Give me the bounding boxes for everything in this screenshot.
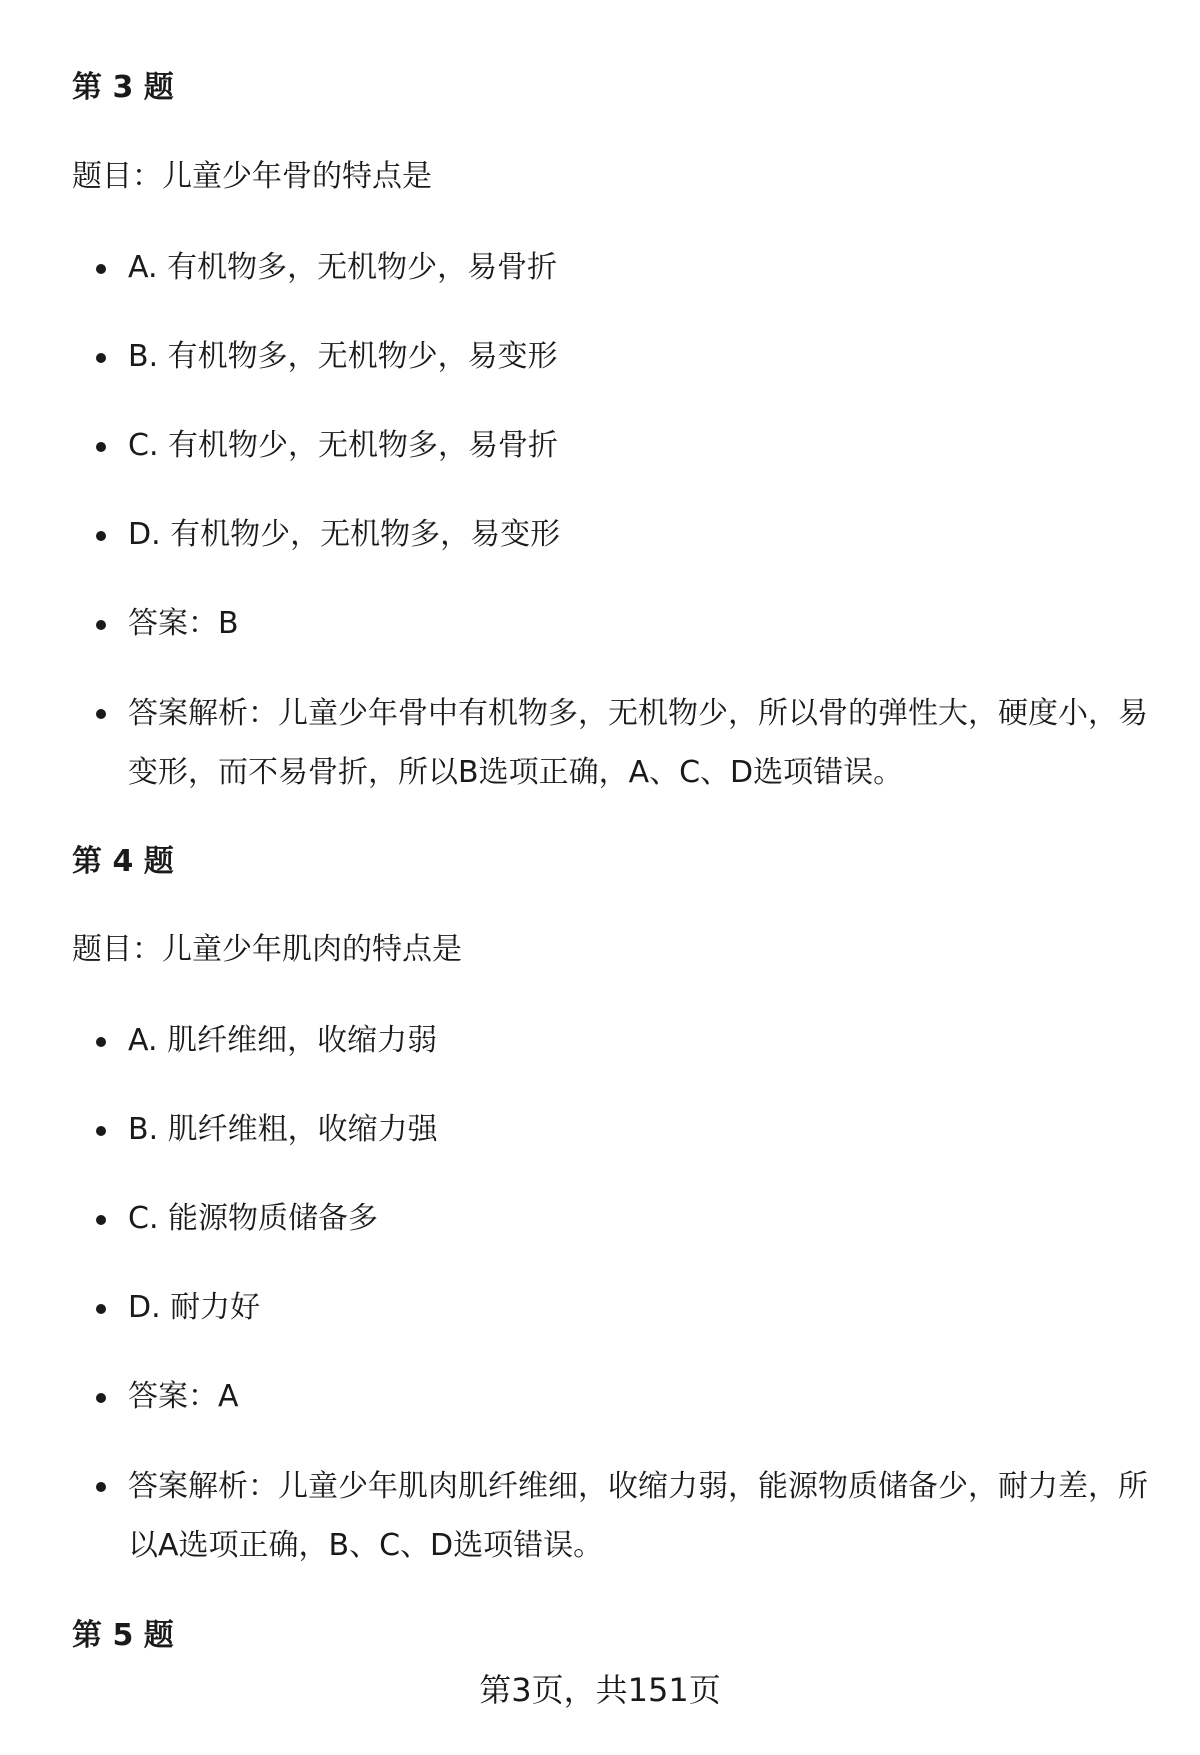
option-item: D. 有机物少，无机物多，易变形: [128, 517, 561, 552]
option-item: C. 有机物少，无机物多，易骨折: [128, 428, 559, 463]
bullet-icon: [96, 1215, 106, 1225]
option-item: B. 肌纤维粗，收缩力强: [128, 1112, 438, 1147]
option-item: A. 肌纤维细，收缩力弱: [128, 1023, 438, 1058]
bullet-icon: [96, 1126, 106, 1136]
page-indicator: 第3页，共151页: [479, 1671, 721, 1709]
bullet-icon: [96, 442, 106, 452]
bullet-icon: [96, 1037, 106, 1047]
option-item: A. 有机物多，无机物少，易骨折: [128, 250, 558, 285]
bullet-icon: [96, 264, 106, 274]
bullet-icon: [96, 531, 106, 541]
analysis-item: 答案解析：儿童少年骨中有机物多，无机物少，所以骨的弹性大，硬度小，易变形，而不易骨折，所以B选项正确，A、C、D选项错误。: [128, 696, 1148, 790]
bullet-icon: [96, 353, 106, 363]
bullet-icon: [96, 620, 106, 630]
question-heading: 第 4 题: [72, 844, 174, 879]
question-stem: 题目：儿童少年骨的特点是: [72, 159, 432, 194]
option-item: B. 有机物多，无机物少，易变形: [128, 339, 558, 374]
question-heading: 第 5 题: [72, 1618, 174, 1653]
bullet-icon: [96, 1482, 106, 1492]
bullet-icon: [96, 1393, 106, 1403]
bullet-icon: [96, 1304, 106, 1314]
option-item: C. 能源物质储备多: [128, 1201, 379, 1236]
question-heading: 第 3 题: [72, 70, 174, 105]
bullet-icon: [96, 709, 106, 719]
analysis-item: 答案解析：儿童少年肌肉肌纤维细，收缩力弱，能源物质储备少，耐力差，所以A选项正确，B、C、D选项错误。: [128, 1469, 1148, 1563]
answer-item: 答案：B: [128, 606, 239, 641]
answer-item: 答案：A: [128, 1379, 239, 1414]
option-item: D. 耐力好: [128, 1290, 261, 1325]
question-stem: 题目：儿童少年肌肉的特点是: [72, 932, 462, 967]
